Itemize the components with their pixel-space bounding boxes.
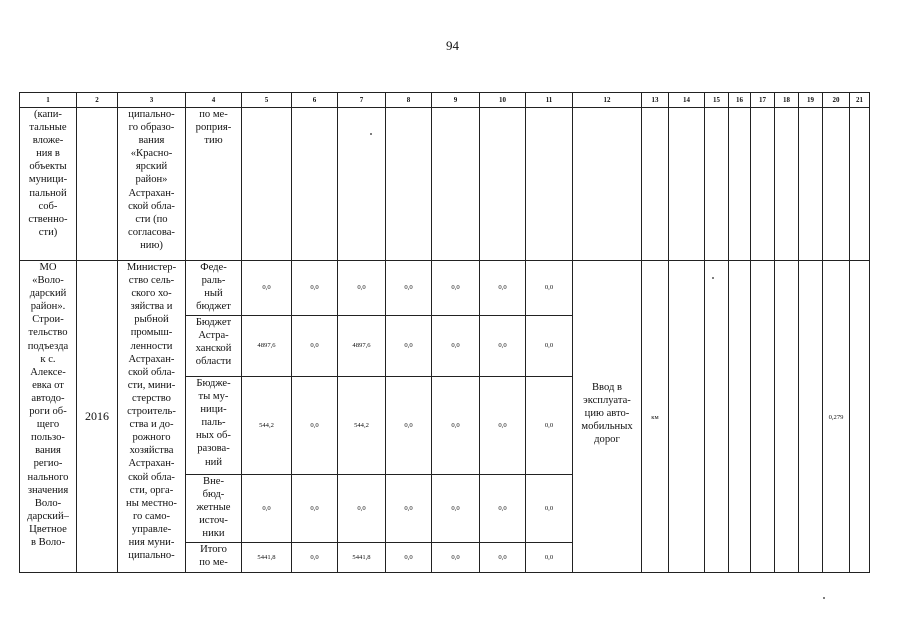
value-cell: 5441,8 [242, 543, 292, 573]
value-cell: 0,0 [480, 261, 526, 316]
header-cell: 20 [823, 93, 850, 108]
value-cell: 0,0 [292, 377, 338, 475]
header-cell: 17 [751, 93, 775, 108]
value-cell: 0,0 [242, 475, 292, 543]
value-cell: 0,0 [386, 475, 432, 543]
value-cell: 4897,6 [242, 316, 292, 377]
value-cell: 0,0 [432, 261, 480, 316]
empty-cell [573, 108, 642, 261]
value-cell: 0,0 [386, 316, 432, 377]
project-result: Ввод в эксплуата- цию авто- мобильных дорог [573, 261, 642, 573]
header-cell: 18 [775, 93, 799, 108]
empty-cell [669, 108, 705, 261]
project-executors: Министер- ство сель- ского хо- зяйства и рыбной промыш- ленности Астрахан- ской обла- сти, мини- стерство строитель- ства и до- рожного хозяйства Астрахан- ской обла- сти, орга- ны местно- го само- управле- ния муни- ципально- [118, 261, 186, 573]
value-cell: 0,0 [338, 261, 386, 316]
header-cell: 11 [526, 93, 573, 108]
value-cell: 4897,6 [338, 316, 386, 377]
value-cell: 0,0 [338, 475, 386, 543]
header-cell: 3 [118, 93, 186, 108]
value-cell: 0,0 [526, 377, 573, 475]
continued-col4: по ме- роприя- тию [186, 108, 242, 261]
value-cell: 0,0 [480, 475, 526, 543]
header-cell: 7 [338, 93, 386, 108]
header-cell: 21 [850, 93, 870, 108]
header-row [20, 93, 870, 108]
header-cell: 19 [799, 93, 823, 108]
empty-cell [338, 108, 386, 261]
header-cell: 4 [186, 93, 242, 108]
header-cell: 1 [20, 93, 77, 108]
empty-cell [242, 108, 292, 261]
empty-cell [775, 261, 799, 573]
empty-cell [799, 261, 823, 573]
value-cell: 0,0 [432, 543, 480, 573]
header-cell: 15 [705, 93, 729, 108]
empty-cell [705, 108, 729, 261]
value-cell: 0,0 [292, 316, 338, 377]
value-cell: 544,2 [338, 377, 386, 475]
program-table [19, 92, 870, 573]
empty-cell [850, 261, 870, 573]
value-cell: 0,0 [432, 316, 480, 377]
empty-cell [729, 108, 751, 261]
funding-source: Бюдже- ты му- ници- паль- ных об- разова- ний [186, 377, 242, 475]
empty-cell [432, 108, 480, 261]
header-cell: 14 [669, 93, 705, 108]
empty-cell [751, 261, 775, 573]
empty-cell [705, 261, 729, 573]
unit-cell: км [642, 261, 669, 573]
value-cell: 0,0 [526, 316, 573, 377]
value-cell: 0,0 [292, 543, 338, 573]
funding-source: Итого по ме- [186, 543, 242, 573]
continued-col1: (капи- тальные вложе- ния в объекты муници- пальной соб- ственно- сти) [20, 108, 77, 261]
page-number: 94 [446, 38, 459, 53]
value-cell: 0,0 [432, 377, 480, 475]
header-cell: 5 [242, 93, 292, 108]
empty-cell [526, 108, 573, 261]
empty-cell [386, 108, 432, 261]
scan-speck [823, 597, 825, 599]
value-cell: 5441,8 [338, 543, 386, 573]
header-cell: 16 [729, 93, 751, 108]
project-name: МО «Воло- дарский район». Строи- тельство подъезда к с. Алексе- евка от автодо- роги об- щего пользо- вания регио- нального значения Воло- дарский– Цветное в Воло- [20, 261, 77, 573]
value-cell: 0,0 [292, 475, 338, 543]
value-cell: 0,0 [480, 377, 526, 475]
value-cell: 0,0 [526, 543, 573, 573]
header-cell: 12 [573, 93, 642, 108]
value-cell: 0,0 [432, 475, 480, 543]
empty-cell [669, 261, 705, 573]
funding-source: Бюджет Астра- ханской области [186, 316, 242, 377]
value-cell: 0,0 [526, 475, 573, 543]
value-cell: 0,0 [386, 543, 432, 573]
empty-cell [292, 108, 338, 261]
header-cell: 9 [432, 93, 480, 108]
empty-cell [642, 108, 669, 261]
value-cell: 0,0 [242, 261, 292, 316]
funding-source: Феде- раль- ный бюджет [186, 261, 242, 316]
continued-row [20, 108, 870, 261]
empty-cell [775, 108, 799, 261]
funding-row-federal [20, 261, 870, 316]
value-cell: 0,0 [526, 261, 573, 316]
header-cell: 2 [77, 93, 118, 108]
empty-cell [77, 108, 118, 261]
continued-col3: ципально- го образо- вания «Красно- ярский район» Астрахан- ской обла- сти (по согласова- нию) [118, 108, 186, 261]
empty-cell [850, 108, 870, 261]
empty-cell [751, 108, 775, 261]
header-cell: 13 [642, 93, 669, 108]
header-cell: 8 [386, 93, 432, 108]
funding-source: Вне- бюд- жетные источ- ники [186, 475, 242, 543]
value-cell: 0,0 [386, 377, 432, 475]
empty-cell [729, 261, 751, 573]
value-cell: 0,0 [480, 316, 526, 377]
empty-cell [480, 108, 526, 261]
value-cell-col20: 0,279 [823, 261, 850, 573]
value-cell: 0,0 [386, 261, 432, 316]
value-cell: 544,2 [242, 377, 292, 475]
header-cell: 10 [480, 93, 526, 108]
value-cell: 0,0 [480, 543, 526, 573]
empty-cell [823, 108, 850, 261]
empty-cell [799, 108, 823, 261]
scan-speck [712, 277, 714, 279]
project-year: 2016 [77, 261, 118, 573]
value-cell: 0,0 [292, 261, 338, 316]
scan-speck [370, 133, 372, 135]
header-cell: 6 [292, 93, 338, 108]
